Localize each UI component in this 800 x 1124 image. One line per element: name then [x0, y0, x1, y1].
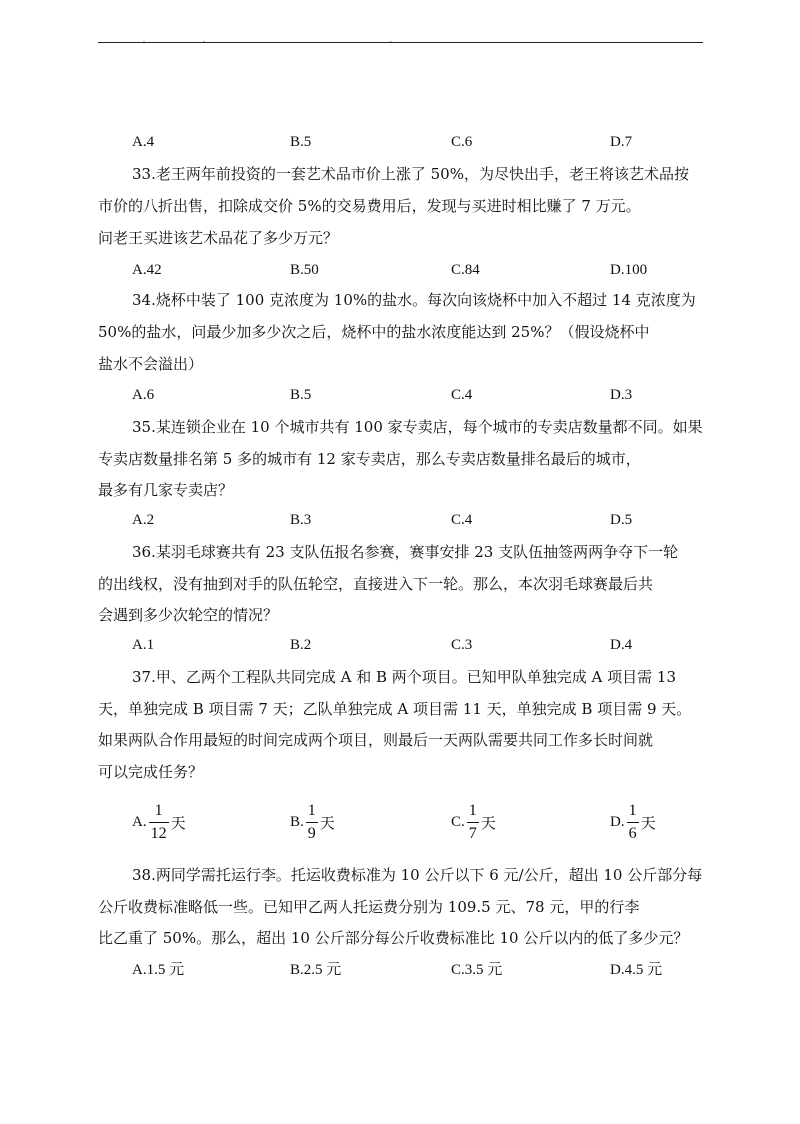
- question-text: 35.某连锁企业在 10 个城市共有 100 家专卖店，每个城市的专卖店数量都不同。如果: [132, 418, 703, 436]
- option-b: B.2.5 元: [290, 962, 342, 978]
- option-prefix: D.: [610, 813, 625, 830]
- option-c: C.4: [451, 387, 473, 403]
- fraction: [149, 802, 169, 843]
- option-unit: 天: [480, 815, 496, 832]
- option-prefix: C.: [451, 813, 465, 830]
- option-a: A.1.5 元: [132, 962, 185, 978]
- fraction-denominator: 6: [628, 824, 637, 842]
- option-d: D.4: [610, 637, 633, 653]
- option-c: C.84: [451, 262, 480, 278]
- fraction-numerator: 1: [307, 801, 316, 819]
- option-d: D.4.5 元: [610, 962, 663, 978]
- header-rule: [98, 42, 703, 43]
- option-d: D.5: [610, 512, 633, 528]
- question-text: 天，单独完成 B 项目需 7 天；乙队单独完成 A 项目需 11 天，单独完成 B 项目需 9 天。: [98, 700, 692, 718]
- option-a: A.1: [132, 637, 155, 653]
- question-text: 盐水不会溢出）: [98, 355, 204, 373]
- option-d: D.7: [610, 134, 633, 150]
- question-text: 50%的盐水，问最少加多少次之后，烧杯中的盐水浓度能达到 25%？（假设烧杯中: [98, 323, 650, 341]
- question-text: 38.两同学需托运行李。托运收费标准为 10 公斤以下 6 元/公斤，超出 10 公斤部分每: [132, 866, 703, 884]
- fraction: [467, 802, 479, 843]
- option-b: B.3: [290, 512, 312, 528]
- option-c: [451, 798, 496, 846]
- option-b: B.50: [290, 262, 319, 278]
- fraction-bar: [627, 822, 639, 823]
- option-d: D.100: [610, 262, 648, 278]
- option-prefix: B.: [290, 813, 304, 830]
- option-d: [610, 798, 656, 846]
- option-unit: 天: [640, 815, 656, 832]
- option-b: B.2: [290, 637, 312, 653]
- fraction-bar: [306, 822, 318, 823]
- option-unit: 天: [319, 815, 335, 832]
- option-b: [290, 798, 335, 846]
- fraction-denominator: 12: [150, 824, 167, 842]
- question-text: 市价的八折出售，扣除成交价 5%的交易费用后，发现与买进时相比赚了 7 万元。: [98, 197, 641, 215]
- question-text: 最多有几家专卖店？: [98, 481, 234, 499]
- question-text: 专卖店数量排名第 5 多的城市有 12 家专卖店，那么专卖店数量排名最后的城市，: [98, 450, 641, 468]
- fraction-bar: [149, 822, 169, 823]
- fraction-numerator: 1: [468, 801, 477, 819]
- option-a: [132, 798, 186, 846]
- question-text: 可以完成任务？: [98, 763, 204, 781]
- option-b: B.5: [290, 387, 312, 403]
- fraction-denominator: 7: [468, 824, 477, 842]
- question-text: 如果两队合作用最短的时间完成两个项目，则最后一天两队需要共同工作多长时间就: [98, 731, 654, 749]
- fraction-bar: [467, 822, 479, 823]
- header-dot: .: [143, 35, 145, 44]
- question-text: 公斤收费标准略低一些。已知甲乙两人托运费分别为 109.5 元、78 元，甲的行李: [98, 898, 640, 916]
- fraction-numerator: 1: [154, 801, 163, 819]
- fraction: [627, 802, 639, 843]
- header-dot: .: [390, 35, 392, 44]
- option-prefix: A.: [132, 813, 147, 830]
- question-text: 36.某羽毛球赛共有 23 支队伍报名参赛，赛事安排 23 支队伍抽签两两争夺下一轮: [132, 543, 679, 561]
- option-c: C.4: [451, 512, 473, 528]
- question-text: 33.老王两年前投资的一套艺术品市价上涨了 50%，为尽快出手，老王将该艺术品按: [132, 165, 689, 183]
- question-text: 会遇到多少次轮空的情况？: [98, 606, 279, 624]
- question-text: 问老王买进该艺术品花了多少万元？: [98, 229, 339, 247]
- question-text: 的出线权，没有抽到对手的队伍轮空，直接进入下一轮。那么，本次羽毛球赛最后共: [98, 575, 654, 593]
- fraction: [306, 802, 318, 843]
- option-d: D.3: [610, 387, 633, 403]
- option-a: A.4: [132, 134, 155, 150]
- question-text: 34.烧杯中装了 100 克浓度为 10%的盐水。每次向该烧杯中加入不超过 14 克浓度为: [132, 291, 696, 309]
- option-a: A.6: [132, 387, 155, 403]
- header-dot: .: [203, 35, 205, 44]
- option-a: A.42: [132, 262, 162, 278]
- option-c: C.3: [451, 637, 473, 653]
- option-c: C.3.5 元: [451, 962, 503, 978]
- fraction-numerator: 1: [628, 801, 637, 819]
- option-c: C.6: [451, 134, 473, 150]
- question-text: 比乙重了 50%。那么，超出 10 公斤部分每公斤收费标准比 10 公斤以内的低了多少元？: [98, 929, 689, 947]
- fraction-denominator: 9: [307, 824, 316, 842]
- option-b: B.5: [290, 134, 312, 150]
- question-text: 37.甲、乙两个工程队共同完成 A 和 B 两个项目。已知甲队单独完成 A 项目需 13: [132, 668, 677, 686]
- option-a: A.2: [132, 512, 155, 528]
- option-unit: 天: [170, 815, 186, 832]
